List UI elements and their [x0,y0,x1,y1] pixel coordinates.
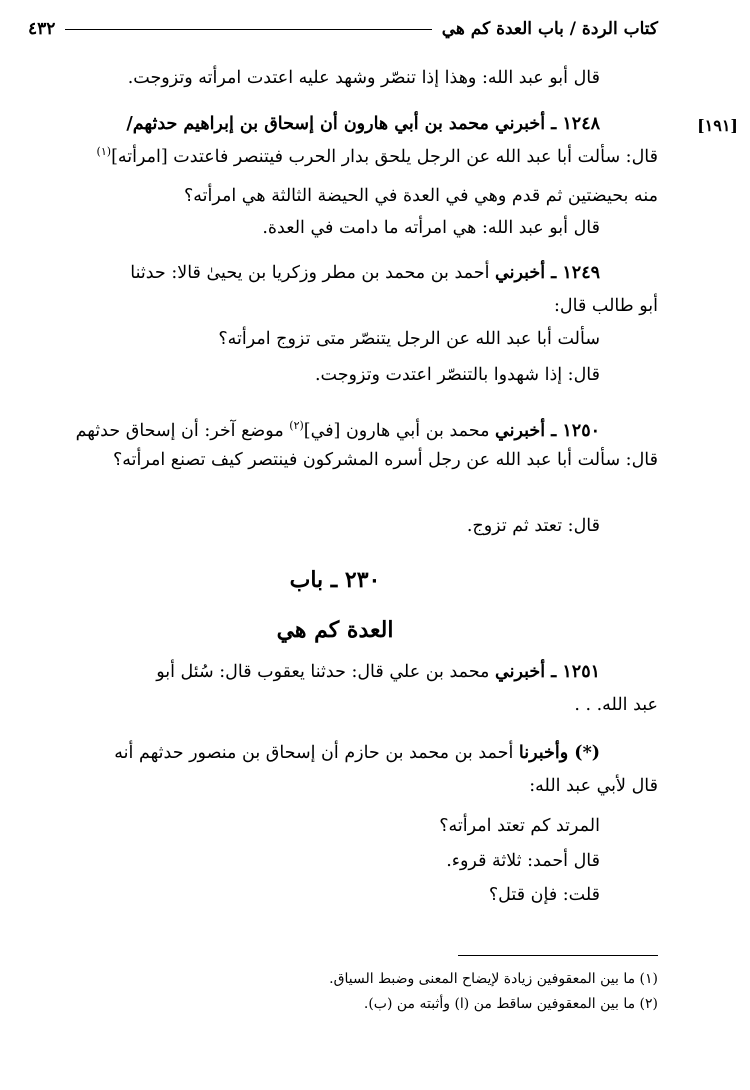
text-line: قال: سألت أبا عبد الله عن رجل أسره المشركون فينتصر كيف تصنع امرأته؟ [112,450,658,470]
narration-1249 [130,265,600,283]
narration-1248 [126,116,600,134]
margin-manuscript-folio: [١٩١] [697,116,738,135]
text-line: قال: إذا شهدوا بالتنصّر اعتدت وتزوجت. [314,365,600,385]
text-line: عبد الله. . . [574,695,658,715]
header-rule [65,29,431,30]
footnote-2: (٢) ما بين المعقوفين ساقط من (ا) وأثبته من (ب). [363,996,658,1012]
chapter-heading: ٢٣٠ ـ باب [289,567,381,593]
narration-chain: محمد بن أبي هارون أن إسحاق بن إبراهيم حدثهم/ [126,114,495,134]
narration-number: ١٢٤٨ ـ أخبرني [495,114,600,134]
footnote-ref-2: (٢) [289,419,304,432]
text-line: أبو طالب قال: [554,296,658,316]
text-line: قال أبو عبد الله: هي امرأته ما دامت في العدة. [262,218,600,238]
text-line: قال: تعتد ثم تزوج. [466,516,600,536]
narration-chain: محمد بن علي قال: حدثنا يعقوب قال: سُئل أبو [156,662,495,682]
narration-1250 [76,420,600,440]
footnote-1: (١) ما بين المعقوفين زيادة لإيضاح المعنى وضبط السياق. [329,971,658,987]
running-title: كتاب الردة / باب العدة كم هي [441,19,658,39]
narration-chain: أحمد بن محمد بن مطر وزكريا بن يحيىٰ قالا: حدثنا [130,263,495,283]
text-line: قلت: فإن قتل؟ [488,885,600,905]
text-line [97,146,658,166]
page-number: ٤٣٢ [28,19,56,39]
footnote-rule [458,955,658,956]
narration-chain: محمد بن أبي هارون [في] [303,420,495,441]
text-line: قال لأبي عبد الله: [529,776,658,796]
narration-number: ١٢٥٠ ـ أخبرني [495,420,600,441]
narration-addendum [114,745,600,763]
narration-marker: (*) وأخبرنا [518,743,600,763]
narration-chain: أحمد بن محمد بن حازم أن إسحاق بن منصور حدثهم أنه [114,743,519,763]
text-line: قال أبو عبد الله: وهذا إذا تنصّر وشهد عليه اعتدت امرأته وتزوجت. [127,68,600,88]
text-line: سألت أبا عبد الله عن الرجل يتنصّر متى تزوج امرأته؟ [218,329,600,349]
page-header [28,14,658,44]
text-span: قال: سألت أبا عبد الله عن الرجل يلحق بدار الحرب فيتنصر فاعتدت [امرأته] [111,146,658,167]
text-line: قال أحمد: ثلاثة قروء. [446,851,600,871]
narration-1251 [156,664,600,682]
footnote-ref-1: (١) [96,145,112,158]
text-line: منه بحيضتين ثم قدم وهي في العدة في الحيضة الثالثة هي امرأته؟ [183,186,658,206]
narration-chain-rest: موضع آخر: أن إسحاق حدثهم [75,420,290,441]
narration-number: ١٢٤٩ ـ أخبرني [495,263,600,283]
text-line: المرتد كم تعتد امرأته؟ [439,816,600,836]
chapter-subtitle: العدة كم هي [276,617,394,643]
narration-number: ١٢٥١ ـ أخبرني [495,662,600,682]
